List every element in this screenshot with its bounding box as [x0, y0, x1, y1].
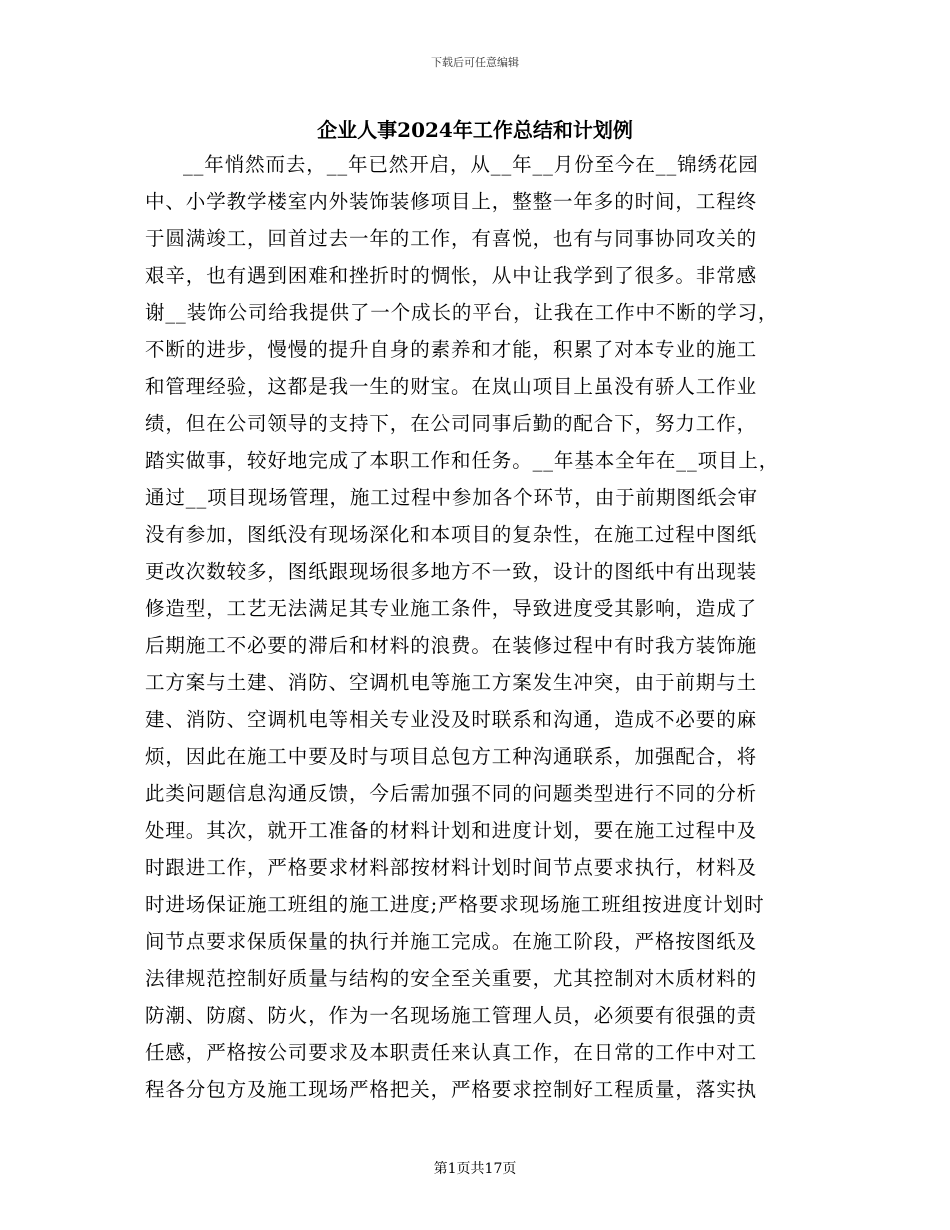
body-line: 程各分包方及施工现场严格把关，严格要求控制好工程质量，落实执 — [145, 1078, 758, 1101]
body-line: 绩，但在公司领导的支持下，在公司同事后勤的配合下，努力工作， — [145, 412, 758, 435]
body-line: 中、小学教学楼室内外装饰装修项目上，整整一年多的时间，工程终 — [145, 190, 758, 213]
document-title: 企业人事2024年工作总结和计划例 — [317, 118, 633, 142]
body-line: 法律规范控制好质量与结构的安全至关重要，尤其控制对木质材料的 — [145, 967, 758, 990]
body-line: 防潮、防腐、防火，作为一名现场施工管理人员，必须要有很强的责 — [145, 1004, 758, 1027]
body-line: 后期施工不必要的滞后和材料的浪费。在装修过程中有时我方装饰施 — [145, 634, 758, 657]
body-line: 时进场保证施工班组的施工进度;严格要求现场施工班组按进度计划时 — [145, 893, 765, 916]
body-line: 于圆满竣工，回首过去一年的工作，有喜悦，也有与同事协同攻关的 — [145, 227, 758, 250]
document-body — [145, 146, 805, 1108]
header-note: 下载后可任意编辑 — [431, 56, 519, 69]
body-line: 此类问题信息沟通反馈，今后需加强不同的问题类型进行不同的分析 — [145, 782, 758, 805]
body-line: 建、消防、空调机电等相关专业没及时联系和沟通，造成不必要的麻 — [145, 708, 758, 731]
body-line: 时跟进工作，严格要求材料部按材料计划时间节点要求执行，材料及 — [145, 856, 758, 879]
body-line: 不断的进步，慢慢的提升自身的素养和才能，积累了对本专业的施工 — [145, 338, 758, 361]
body-line: __年悄然而去，__年已然开启，从__年__月份至今在__锦绣花园 — [183, 153, 759, 176]
body-line: 通过__项目现场管理，施工过程中参加各个环节，由于前期图纸会审 — [145, 486, 758, 509]
body-line: 踏实做事，较好地完成了本职工作和任务。__年基本全年在__项目上， — [145, 449, 780, 472]
body-line: 没有参加，图纸没有现场深化和本项目的复杂性，在施工过程中图纸 — [145, 523, 758, 546]
body-line: 和管理经验，这都是我一生的财宝。在岚山项目上虽没有骄人工作业 — [145, 375, 758, 398]
body-line: 处理。其次，就开工准备的材料计划和进度计划，要在施工过程中及 — [145, 819, 758, 842]
body-line: 谢__装饰公司给我提供了一个成长的平台，让我在工作中不断的学习， — [145, 301, 779, 324]
body-line: 烦，因此在施工中要及时与项目总包方工种沟通联系，加强配合，将 — [145, 745, 758, 768]
body-line: 更改次数较多，图纸跟现场很多地方不一致，设计的图纸中有出现装 — [145, 560, 758, 583]
body-line: 任感，严格按公司要求及本职责任来认真工作，在日常的工作中对工 — [145, 1041, 758, 1064]
page-number: 第1页共17页 — [433, 1161, 517, 1177]
body-line: 间节点要求保质保量的执行并施工完成。在施工阶段，严格按图纸及 — [145, 930, 758, 953]
body-line: 艰辛，也有遇到困难和挫折时的惆怅，从中让我学到了很多。非常感 — [145, 264, 758, 287]
body-line: 修造型，工艺无法满足其专业施工条件，导致进度受其影响，造成了 — [145, 597, 758, 620]
body-line: 工方案与土建、消防、空调机电等施工方案发生冲突，由于前期与土 — [145, 671, 758, 694]
